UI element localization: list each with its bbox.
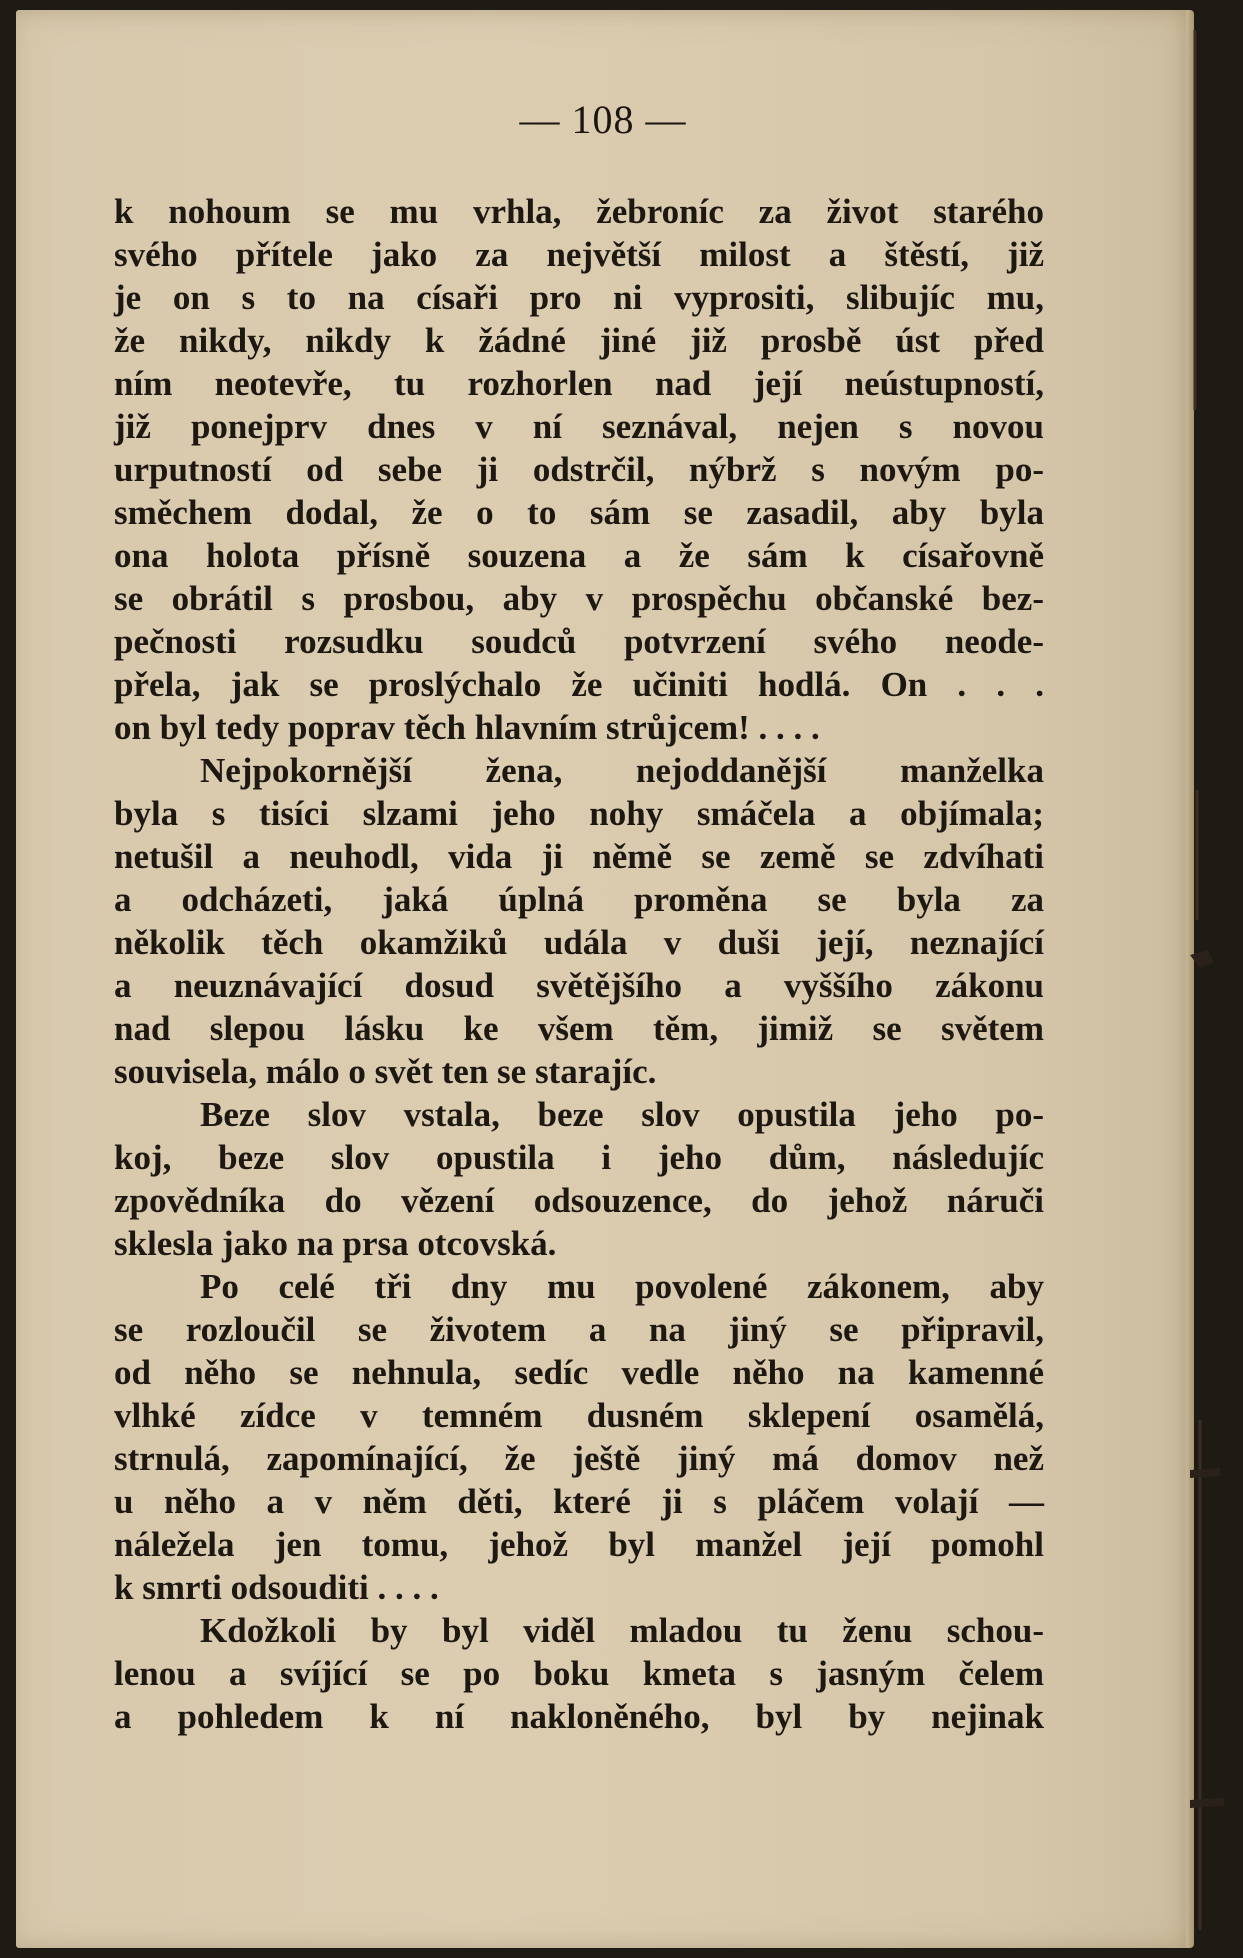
text-line: směchem dodal, že o to sám se zasadil, aby byla (114, 493, 1044, 532)
binding-stitch-1 (1190, 1468, 1220, 1478)
text-line: několik těch okamžiků udála v duši její, neznající (114, 923, 1044, 962)
binding-marks-graphic (1190, 0, 1243, 1958)
text-line: svého přítele jako za největší milost a štěstí, již (114, 235, 1044, 274)
text-line: náležela jen tomu, jehož byl manžel její pomohl (114, 1525, 1044, 1564)
margin-binding-marks (1190, 0, 1243, 1958)
text-line: k smrti odsouditi . . . . (114, 1568, 439, 1607)
page-number: — 108 — (519, 97, 687, 142)
text-line: se obrátil s prosbou, aby v prospěchu občanské bez- (114, 579, 1044, 618)
text-line: koj, beze slov opustila i jeho dům, následujíc (114, 1138, 1044, 1177)
text-line: u něho a v něm děti, které ji s pláčem volají — (114, 1482, 1044, 1521)
body-text (114, 190, 1044, 1738)
text-line: a odcházeti, jaká úplná proměna se byla za (114, 880, 1044, 919)
text-line: urputností od sebe ji odstrčil, nýbrž s novým po- (114, 450, 1044, 489)
text-line: že nikdy, nikdy k žádné jiné již prosbě úst před (114, 321, 1044, 360)
text-line: sklesla jako na prsa otcovská. (114, 1224, 557, 1263)
text-line: přela, jak se proslýchalo že učiniti hodlá. On . . . (114, 665, 1044, 704)
text-line: je on s to na císaři pro ni vyprositi, slibujíc mu, (114, 278, 1044, 317)
text-line: zpovědníka do vězení odsouzence, do jehož náruči (114, 1181, 1044, 1220)
text-line: a pohledem k ní nakloněného, byl by nejinak (114, 1697, 1044, 1736)
text-line: souvisela, málo o svět ten se starajíc. (114, 1052, 657, 1091)
text-line: on byl tedy poprav těch hlavním strůjcem! . . . . (114, 708, 820, 747)
text-line: se rozloučil se životem a na jiný se připravil, (114, 1310, 1044, 1349)
text-line: již ponejprv dnes v ní seznával, nejen s novou (114, 407, 1044, 446)
text-line: ním neotevře, tu rozhorlen nad její neústupností, (114, 364, 1044, 403)
text-line: lenou a svíjící se po boku kmeta s jasným čelem (114, 1654, 1044, 1693)
text-line: Beze slov vstala, beze slov opustila jeho po- (200, 1095, 1044, 1134)
text-line: byla s tisíci slzami jeho nohy smáčela a objímala; (114, 794, 1044, 833)
text-line: nad slepou lásku ke všem těm, jimiž se světem (114, 1009, 1044, 1048)
binding-stitch-2 (1190, 1798, 1224, 1808)
text-line: Nejpokornější žena, nejoddanější manželka (200, 751, 1044, 790)
text-line: vlhké zídce v temném dusném sklepení osamělá, (114, 1396, 1044, 1435)
text-line: netušil a neuhodl, vida ji němě se země se zdvíhati (114, 837, 1044, 876)
text-line: pečnosti rozsudku soudců potvrzení svého neode- (114, 622, 1044, 661)
text-line: ona holota přísně souzena a že sám k císařovně (114, 536, 1044, 575)
text-line: strnulá, zapomínající, že ještě jiný má domov než (114, 1439, 1044, 1478)
binding-thread-mark (1190, 950, 1214, 968)
text-line: k nohoum se mu vrhla, žebroníc za život starého (114, 192, 1044, 231)
text-line: od něho se nehnula, sedíc vedle něho na kamenné (114, 1353, 1044, 1392)
text-line: Po celé tři dny mu povolené zákonem, aby (200, 1267, 1044, 1306)
text-line: a neuznávající dosud světějšího a vyššího zákonu (114, 966, 1044, 1005)
text-line: Kdožkoli by byl viděl mladou tu ženu schou- (200, 1611, 1044, 1650)
